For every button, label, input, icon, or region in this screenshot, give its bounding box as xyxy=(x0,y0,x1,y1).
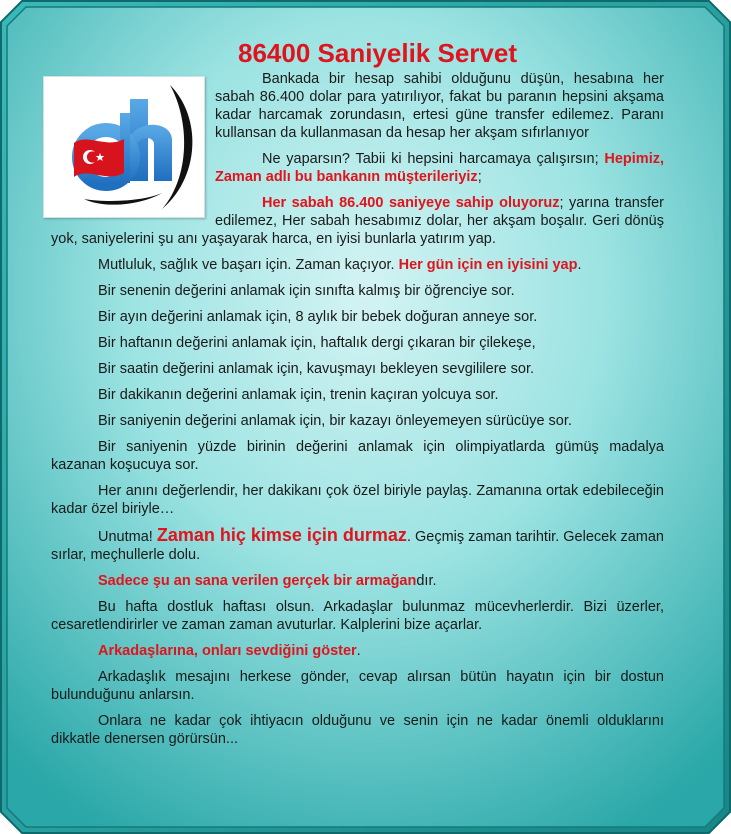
paragraph-9: Bir dakikanın değerini anlamak için, trenin kaçıran yolcuya sor. xyxy=(98,387,499,403)
paragraph-10: Bir saniyenin değerini anlamak için, bir kazayı önleyemeyen sürücüye sor. xyxy=(98,413,572,429)
dh-logo xyxy=(43,76,205,218)
p4-end: . xyxy=(577,257,582,273)
p2-text: Ne yaparsın? Tabii ki hepsini harcamaya çalışırsın; xyxy=(262,151,605,167)
paragraph-4 xyxy=(51,256,664,274)
p4-text: Mutluluk, sağlık ve başarı için. Zaman kaçıyor. xyxy=(98,257,399,273)
paragraph-11: Bir saniyenin yüzde birinin değerini anlamak için olimpiyatlarda gümüş madalya kazanan koşucuya sor. xyxy=(51,439,664,473)
p2-end: ; xyxy=(477,169,482,185)
p13-end: . Geçmiş zaman tarihtir. Gelecek zaman sırlar, meçhullerle dolu. xyxy=(51,529,665,563)
paragraph-7: Bir haftanın değerini anlamak için, haftalık dergi çıkaran bir çilekeşe, xyxy=(98,335,536,351)
p14-end: dır. xyxy=(416,573,437,589)
p16-end: . xyxy=(356,643,361,659)
paragraph-15: Bu hafta dostluk haftası olsun. Arkadaşlar bulunmaz mücevherlerdir. Bizi üzerler, cesaretlendirirler ve zaman zaman avuturlar. Kalplerini bize açarlar. xyxy=(51,599,664,633)
paragraph-13 xyxy=(51,526,664,564)
page-title: 86400 Saniyelik Servet xyxy=(238,38,517,68)
p3-text: ; yarına transfer edilemez, Her sabah hesabımız dolar, her akşam boşalır. Geri dönüş yok, saniyelerini şu anı yaşayarak harca, en iyisi bunlarla yatırım yap. xyxy=(51,195,665,247)
paragraph-17: Arkadaşlık mesajını herkese gönder, cevap alırsan bütün hayatın için bir dostun bulunduğunu anlarsın. xyxy=(51,669,664,703)
paragraph-14 xyxy=(51,572,664,590)
p13-highlight: Zaman hiç kimse için durmaz xyxy=(156,525,407,545)
paragraph-16 xyxy=(51,642,664,660)
p2-highlight: Hepimiz, Zaman adlı bu bankanın müşterileriyiz xyxy=(215,151,664,185)
paragraph-18: Onlara ne kadar çok ihtiyacın olduğunu ve senin için ne kadar önemli olduklarını dikkatle denersen görürsün... xyxy=(51,713,664,747)
article xyxy=(51,38,664,756)
p3-highlight: Her sabah 86.400 saniyeye sahip oluyoruz xyxy=(262,195,560,211)
p4-highlight: Her gün için en iyisini yap xyxy=(398,257,578,273)
p14-highlight: Sadece şu an sana verilen gerçek bir armağan xyxy=(98,573,417,589)
logo-icon xyxy=(44,77,204,217)
paragraph-12: Her anını değerlendir, her dakikanı çok özel biriyle paylaş. Zamanına ortak edebileceğin kadar özel biriyle… xyxy=(51,483,664,517)
p13-text: Unutma! xyxy=(98,529,157,545)
p16-highlight: Arkadaşlarına, onları sevdiğini göster xyxy=(98,643,357,659)
paragraph-8: Bir saatin değerini anlamak için, kavuşmayı bekleyen sevgililere sor. xyxy=(98,361,535,377)
paragraph-6: Bir ayın değerini anlamak için, 8 aylık bir bebek doğuran anneye sor. xyxy=(98,309,538,325)
paragraph-5: Bir senenin değerini anlamak için sınıfta kalmış bir öğrenciye sor. xyxy=(98,283,515,299)
paragraph-1: Bankada bir hesap sahibi olduğunu düşün, hesabına her sabah 86.400 dolar para yatırılıyor, fakat bu paranın hepsini akşama kadar harcamak zorundasın, ertesi güne transfer edilemez. Paranı kullansan da kullanmasan da hesap her akşam sıfırlanıyor xyxy=(215,71,664,141)
